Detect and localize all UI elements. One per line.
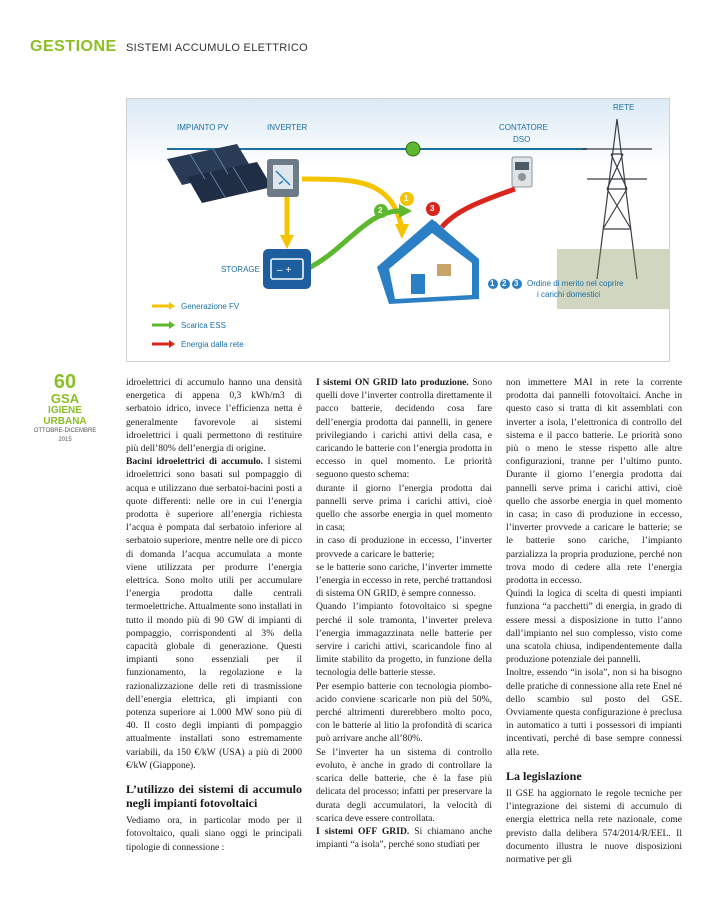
subheading: La legislazione xyxy=(506,768,582,783)
paragraph: non immettere MAI in rete la corrente prodotta dai pannelli fotovoltaici. Anche in questo caso si tratta di kit assemblati con inverter a isola, l’elettronica di controllo del sistema e il pacco batterie. Le priorità sono più o meno le stesse rispetto alle altre configurazioni, tranne per l’ultimo punto. Durante il giorno l’energia prodotta dai pannelli serve prima i carichi attivi, cioè quello che assorbe energia in quel momento in casa; in caso di produzione in eccesso, l’inverter provvede a caricare le batterie; se le batterie sono cariche, l’impianto parzializza la propria produzione, perché non trova modo di cedere alla rete l’energia prodotta in eccesso. xyxy=(506,377,682,587)
step-1-label: 1 xyxy=(404,194,409,203)
grid-arrow xyxy=(442,189,515,227)
paragraph xyxy=(316,376,492,482)
meter-icon xyxy=(512,157,532,187)
text-column-3 xyxy=(506,376,682,866)
subheading: L’utilizzo dei sistemi di accumulo negli impianti fotovoltaici xyxy=(126,782,302,811)
battery-icon xyxy=(263,249,311,289)
magazine-mark xyxy=(30,372,100,445)
magazine-name: IGIENE URBANA xyxy=(43,405,87,427)
step-2-label: 2 xyxy=(378,206,383,215)
label-contatore: CONTATORE xyxy=(499,123,548,132)
paragraph: Per esempio batterie con tecnologia piombo-acido conviene scaricarle non più del 50%, perché altrimenti durerebbero molto poco, con le batterie al litio la profondità di scarica può arrivare anche all’80%. xyxy=(316,680,492,745)
paragraph: durante il giorno l’energia prodotta dai pannelli serve prima i carichi attivi, cioè quello che assorbe energia in quel momento in casa; xyxy=(316,482,492,534)
text-column-1 xyxy=(126,376,302,854)
paragraph-body: Si chiamano anche impianti “a isola”, perché sono studiati per xyxy=(316,825,492,851)
label-dso: DSO xyxy=(513,135,531,144)
label-rete: RETE xyxy=(613,103,635,112)
pv-arrow xyxy=(302,179,402,229)
paragraph-body: Sono quelli dove l’inverter controlla direttamente il pacco batterie, decidendo cosa fare dell’energia prodotta dai pannelli, in genere privilegiando i carichi attivi della casa, e caricando le batterie con l’energia prodotta in eccesso in quel momento. Le priorità seguono questo schema: xyxy=(316,377,493,481)
legend-ess: Scarica ESS xyxy=(181,321,226,330)
svg-text:– +: – + xyxy=(277,265,292,276)
paragraph: Quando l’impianto fotovoltaico si spegne perché il sole tramonta, l’inverter preleva l’energia immagazzinata nelle batterie per servire i carichi attivi, scaricandole fino al limite stabilito da progetto, in funzione della tecnologia delle batterie stesse. xyxy=(316,601,492,679)
label-storage: STORAGE xyxy=(221,265,260,274)
label-order-2: i carichi domestici xyxy=(537,290,601,299)
junction-node-icon xyxy=(406,142,420,156)
paragraph xyxy=(126,455,302,772)
legend-num-1: 1 xyxy=(490,279,495,288)
label-order: Ordine di merito nel coprire xyxy=(527,279,624,288)
paragraph: Il GSE ha aggiornato le regole tecniche per l’integrazione dei sistemi di accumulo di energia elettrica nella rete nazionale, come previsto dalla delibera 574/2014/R/EEL. Il documento illustra le nuove disposizioni normative per gli xyxy=(506,787,682,865)
paragraph-lead: I sistemi OFF GRID. xyxy=(316,825,410,837)
paragraph: in caso di produzione in eccesso, l’inverter provvede a caricare le batterie; xyxy=(316,535,492,560)
magazine-logo: GSA xyxy=(50,391,80,406)
magazine-date: OTTOBRE-DICEMBRE 2015 xyxy=(33,428,97,443)
legend-num-3: 3 xyxy=(514,279,519,288)
paragraph: se le batterie sono cariche, l’inverter immette l’energia in eccesso in rete, perché trattandosi di sistema ON GRID, è sempre connesso. xyxy=(316,561,492,600)
paragraph-lead: I sistemi ON GRID lato produzione. xyxy=(316,377,469,388)
legend-pv: Generazione FV xyxy=(181,302,240,311)
paragraph-lead: Bacini idroelettrici di accumulo. xyxy=(126,456,264,468)
paragraph-body: I sistemi idroelettrici sono basati sul pompaggio di acqua e utilizzano due serbatoi-bacini posti a quote differenti: nelle ore in cui l’energia prodotta è superiore all’energia richiesta l’acqua è pompata dal serbatoio inferiore al serbatoio superiore, mentre nelle ore di picco di domanda l’acqua accumulata a monte viene utilizzata per produrre l’energia elettrica. Sono molto utili per accumulare l’energia prodotta dalle centrali termoelettriche. Attualmente sono installati in tutto il mondo più di 90 GW di impianti di pompaggio, corrispondenti al 3% della capacità globale di generazione. Questi impianti sono essenziali per il funzionamento, la regolazione e la razionalizzazione delle reti di trasmissione dell’energia elettrica, gli impianti con potenza superiore ai 1.000 MW sono più di 40. Il costo degli impianti di pompaggio attualmente installati sono estremamente variabili, da 150 €/kW (USA) a più di 2000 €/kW (Giappone). xyxy=(126,456,302,771)
inverter-icon xyxy=(267,159,299,197)
paragraph: idroelettrici di accumulo hanno una densità energetica di appena 0,3 kWh/m3 di serbatoio idrico, invece l’efficienza netta è generalmente favorevole ai sistemi idroelettrici i quali permettono di restituire più dell’80% dell’energia di origine. xyxy=(126,377,302,455)
paragraph: Inoltre, essendo “in isola”, non si ha bisogno delle pratiche di connessione alla rete Enel né dello scambio sul posto del GSE. Ovviamente questa configurazione è preclusa in automatico a tutti i possessori di impianti incentivati, perché di base sempre connessi alla rete. xyxy=(506,667,682,758)
legend-grid: Energia dalla rete xyxy=(181,340,244,349)
section-title: GESTIONE xyxy=(30,38,117,55)
paragraph: Vediamo ora, in particolar modo per il fotovoltaico, quali siano oggi le principali tipologie di connessione : xyxy=(126,815,302,853)
page-number: 60 xyxy=(53,371,77,393)
section-subtitle: SISTEMI ACCUMULO ELETTRICO xyxy=(126,42,308,54)
paragraph: Se l’inverter ha un sistema di controllo evoluto, è anche in grado di controllare la scarica delle batterie, che è la fase più delicata del processo; infatti per preservare la durata degli accumulatori, la velocità di scarica deve essere controllata. xyxy=(316,746,492,824)
diagram-figure xyxy=(126,98,670,362)
legend-num-2: 2 xyxy=(502,279,507,288)
house-icon xyxy=(377,219,479,304)
label-impianto: IMPIANTO PV xyxy=(177,123,229,132)
paragraph xyxy=(316,825,492,851)
text-column-2 xyxy=(316,376,492,851)
step-3-label: 3 xyxy=(430,204,435,213)
paragraph: Quindi la logica di scelta di questi impianti funziona “a pacchetti” di energia, in grado di essere messi a disposizione in tutto l’anno dall’impianto nel suo complesso, visto come una scatola chiusa, indipendentemente dalla produzione potenziale dei pannelli. xyxy=(506,588,682,666)
label-inverter: INVERTER xyxy=(267,123,308,132)
